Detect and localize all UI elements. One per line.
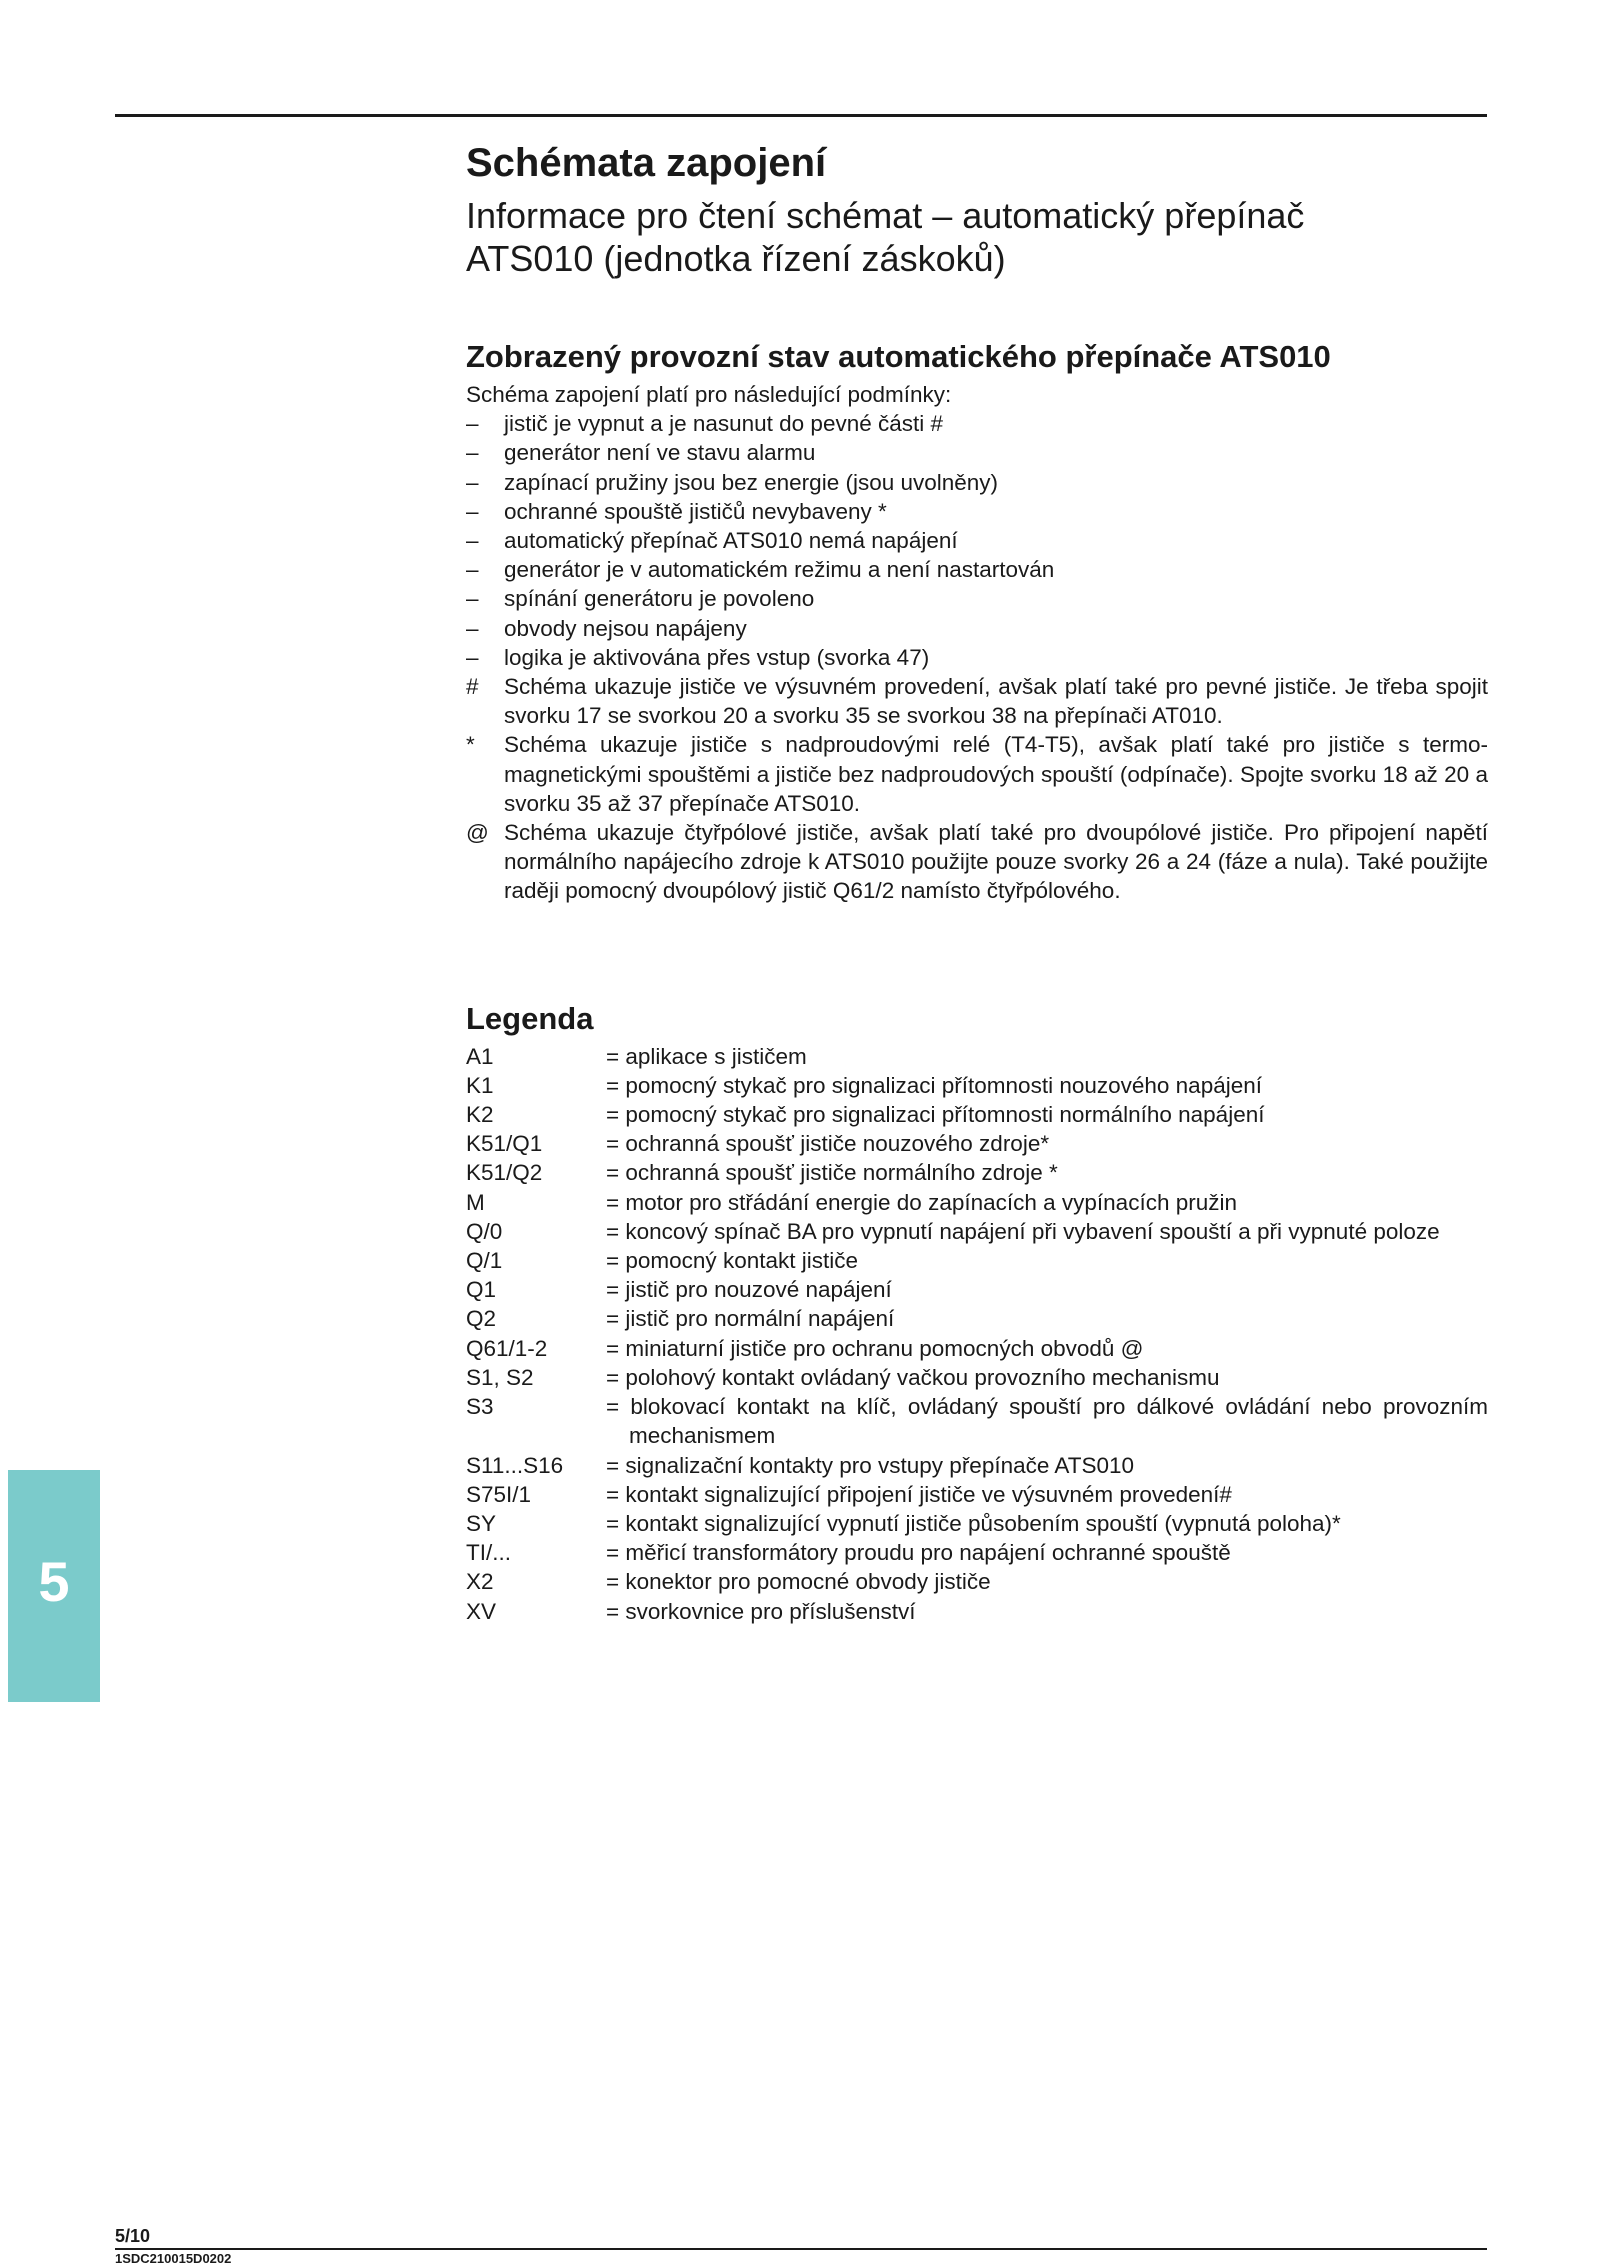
condition-item [466,409,1488,438]
legend-description: = polohový kontakt ovládaný vačkou provozního mechanismu [606,1364,1220,1390]
legend-description: = motor pro střádání energie do zapínacích a vypínacích pružin [606,1189,1237,1215]
page-subtitle [466,194,1488,280]
legend-description: = konektor pro pomocné obvody jističe [606,1569,991,1595]
legend-code: S3 [466,1394,494,1420]
legend-row [466,1509,1488,1538]
legend-description: = signalizační kontakty pro vstupy přepínače ATS010 [606,1452,1135,1478]
legend-row [466,1042,1488,1071]
legend-code: K51/Q2 [466,1160,543,1186]
legend-description: = jistič pro normální napájení [606,1306,895,1332]
legend-description: = miniaturní jističe pro ochranu pomocných obvodů @ [606,1335,1144,1361]
legend-row [466,1188,1488,1217]
condition-text: ochranné spouště jističů nevybaveny * [504,498,887,524]
condition-text: generátor je v automatickém režimu a není nastartován [504,557,1055,583]
footnote-text: Schéma ukazuje čtyřpólové jističe, avšak platí také pro dvoupólové jističe. Pro připojení napětí normálního napájecího zdroje k ATS010 použijte pouze svorky 26 a 24 (fáze a nula). Také použijte raději pomocný dvoupólový jistič Q61/2 namísto čtyřpólového. [504,820,1488,904]
page-number: 5/10 [115,2226,151,2246]
condition-bullet: – [466,411,479,437]
legend-heading: Legenda [466,1000,594,1036]
legend-code: M [466,1189,485,1215]
legend-row [466,1597,1488,1626]
legend-description: = jistič pro nouzové napájení [606,1277,892,1303]
condition-text: jistič je vypnut a je nasunut do pevné části # [504,411,944,437]
legend-description: = kontakt signalizující vypnutí jističe působením spouští (vypnutá poloha)* [606,1510,1341,1536]
legend-code: S75I/1 [466,1481,532,1507]
notes-list [466,672,1488,906]
subtitle-line-1: Informace pro čtení schémat – automatický přepínač [466,195,1305,236]
condition-bullet: – [466,557,479,583]
legend-description: = pomocný stykač pro signalizaci přítomnosti nouzového napájení [606,1072,1262,1098]
condition-text: zapínací pružiny jsou bez energie (jsou uvolněny) [504,469,999,495]
condition-text: generátor není ve stavu alarmu [504,440,816,466]
legend-row [466,1100,1488,1129]
legend-code: TI/... [466,1540,511,1566]
footnote-text: Schéma ukazuje jističe s nadproudovými relé (T4-T5), avšak platí také pro jističe s termo-magnetickými spouštěmi a jističe bez nadproudových spouští (odpínače). Spojte svorku 18 až 20 a svorku 35 až 37 přepínače ATS010. [504,732,1488,816]
legend-table [466,1042,1488,1626]
legend-description: = aplikace s jističem [606,1043,807,1069]
legend-description: = pomocný kontakt jističe [606,1248,858,1274]
footnote-mark: * [466,732,475,758]
footer-rule [115,2248,1487,2250]
operating-state-section [466,338,1488,906]
legend-row [466,1392,1488,1450]
legend-row [466,1071,1488,1100]
legend-description: = koncový spínač BA pro vypnutí napájení při vybavení spouští a při vypnuté poloze [606,1218,1440,1244]
condition-item [466,468,1488,497]
condition-text: obvody nejsou napájeny [504,615,747,641]
condition-item [466,555,1488,584]
condition-bullet: – [466,498,479,524]
condition-text: spínání generátoru je povoleno [504,586,815,612]
legend-code: S11...S16 [466,1452,564,1478]
legend-section [466,1000,1488,1626]
legend-code: SY [466,1510,497,1536]
legend-row [466,1451,1488,1480]
legend-code: K2 [466,1102,494,1128]
footnote-item [466,672,1488,730]
legend-code: Q/1 [466,1248,503,1274]
legend-description: = kontakt signalizující připojení jističe ve výsuvném provedení# [606,1481,1232,1507]
section-number: 5 [38,1550,70,1613]
condition-item [466,643,1488,672]
legend-description: = blokovací kontakt na klíč, ovládaný spouští pro dálkové ovládání nebo provozním mechanismem [606,1394,1488,1449]
legend-description: = ochranná spoušť jističe normálního zdroje * [606,1160,1058,1186]
operating-state-intro: Schéma zapojení platí pro následující podmínky: [466,382,952,407]
legend-row [466,1275,1488,1304]
operating-state-heading: Zobrazený provozní stav automatického přepínače ATS010 [466,339,1331,374]
document-code: 1SDC210015D0202 [115,2251,232,2266]
condition-text: logika je aktivována přes vstup (svorka 47) [504,644,930,670]
legend-row [466,1304,1488,1333]
condition-bullet: – [466,440,479,466]
footnote-mark: @ [466,820,489,846]
page-content [466,138,1488,1626]
legend-row [466,1538,1488,1567]
footnote-item [466,818,1488,906]
condition-bullet: – [466,469,479,495]
legend-code: S1, S2 [466,1364,534,1390]
footnote-item [466,730,1488,818]
subtitle-line-2: ATS010 (jednotka řízení záskoků) [466,238,1006,279]
legend-description: = měřicí transformátory proudu pro napájení ochranné spouště [606,1540,1231,1566]
legend-row [466,1480,1488,1509]
condition-item [466,614,1488,643]
conditions-list [466,409,1488,672]
legend-row [466,1334,1488,1363]
legend-description: = pomocný stykač pro signalizaci přítomnosti normálního napájení [606,1102,1265,1128]
condition-item [466,438,1488,467]
condition-item [466,584,1488,613]
legend-description: = ochranná spoušť jističe nouzového zdroje* [606,1131,1050,1157]
legend-row [466,1567,1488,1596]
legend-code: Q2 [466,1306,497,1332]
page-title: Schémata zapojení [466,141,827,185]
legend-code: X2 [466,1569,494,1595]
legend-row [466,1363,1488,1392]
condition-bullet: – [466,528,479,554]
condition-item [466,526,1488,555]
legend-code: A1 [466,1043,494,1069]
legend-code: Q/0 [466,1218,503,1244]
legend-row [466,1158,1488,1187]
legend-description: = svorkovnice pro příslušenství [606,1598,916,1624]
legend-code: K51/Q1 [466,1131,543,1157]
top-rule [115,114,1487,117]
legend-code: Q1 [466,1277,497,1303]
condition-text: automatický přepínač ATS010 nemá napájení [504,528,958,554]
legend-code: XV [466,1598,497,1624]
condition-bullet: – [466,615,479,641]
legend-row [466,1129,1488,1158]
legend-row [466,1217,1488,1246]
legend-row [466,1246,1488,1275]
section-tab [8,1470,100,1702]
footnote-text: Schéma ukazuje jističe ve výsuvném provedení, avšak platí také pro pevné jističe. Je třeba spojit svorku 17 se svorkou 20 a svorku 35 se svorkou 38 na přepínači AT010. [504,674,1488,729]
footnote-mark: # [466,674,479,700]
legend-code: K1 [466,1072,494,1098]
legend-code: Q61/1-2 [466,1335,548,1361]
condition-bullet: – [466,586,479,612]
condition-bullet: – [466,644,479,670]
condition-item [466,497,1488,526]
